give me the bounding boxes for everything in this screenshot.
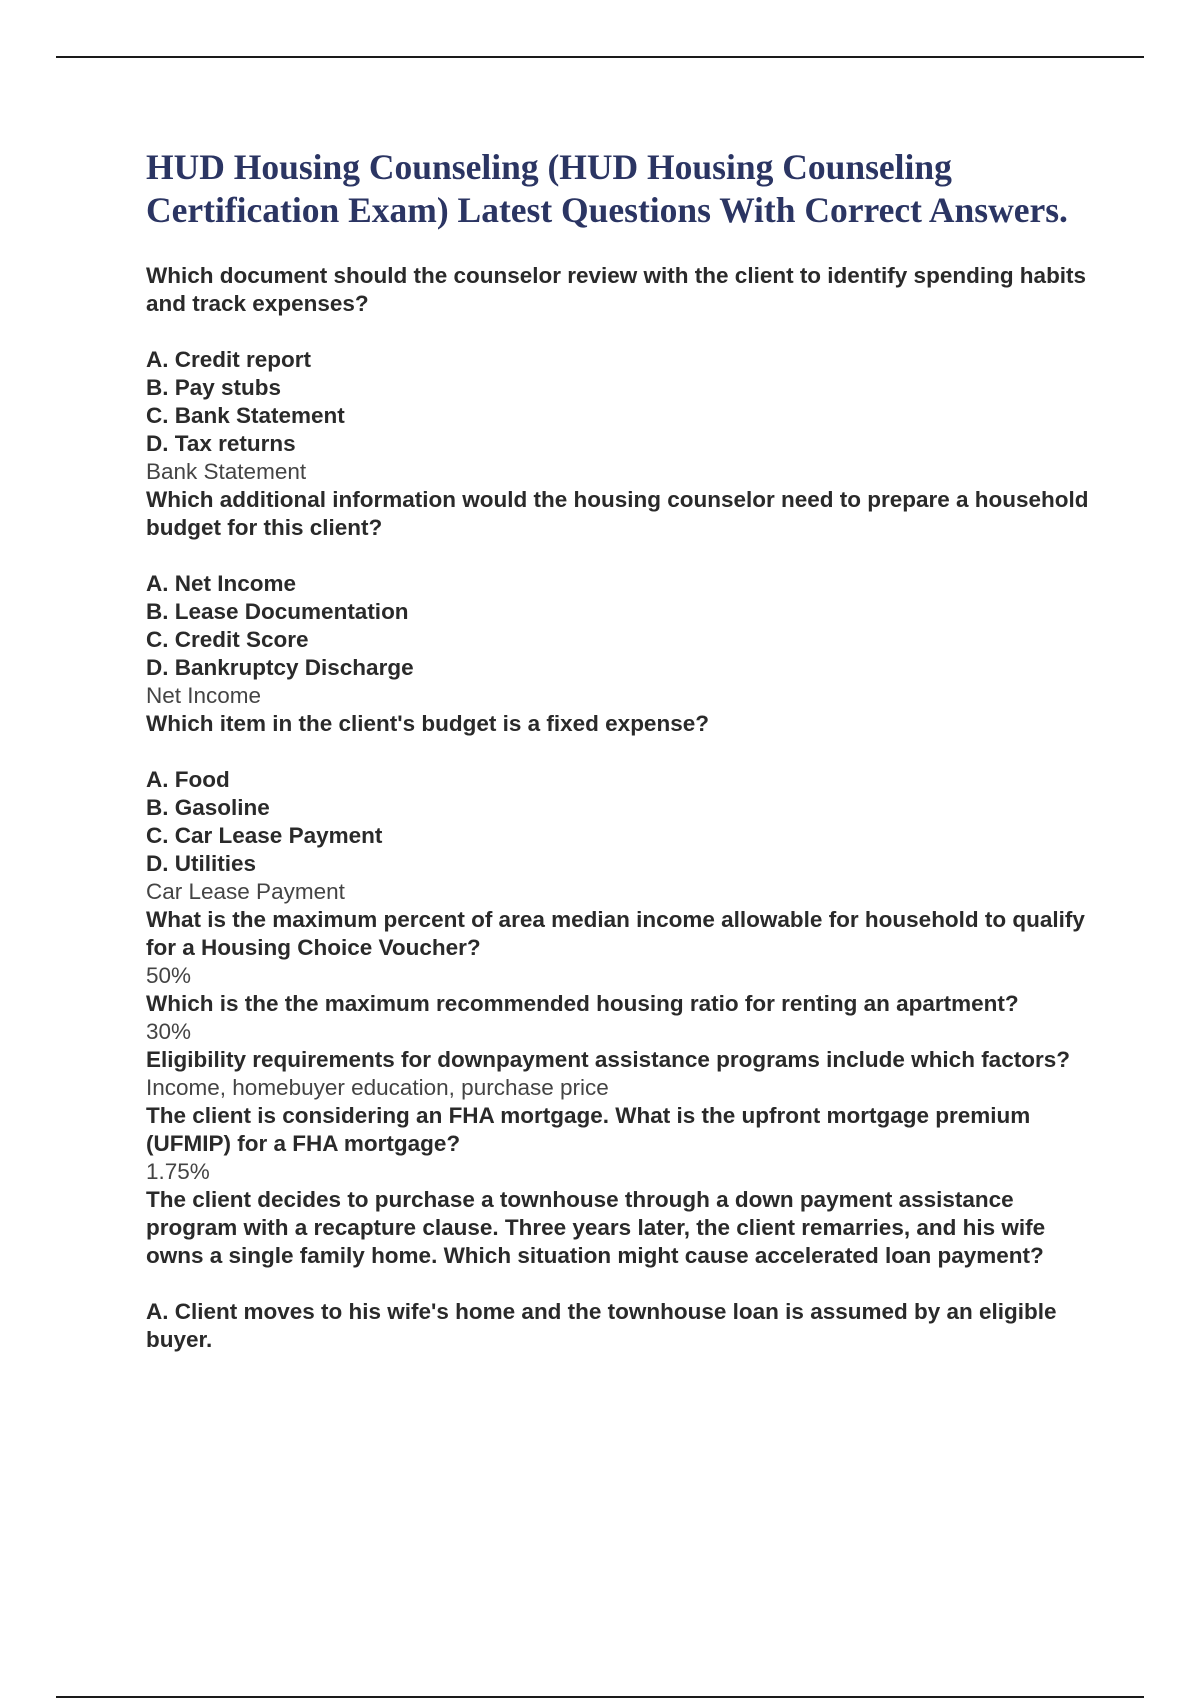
answer-options xyxy=(146,766,1096,878)
answer-options xyxy=(146,1298,1096,1354)
qa-item xyxy=(146,1046,1096,1102)
question-text: The client decides to purchase a townhouse through a down payment assistance program with a recapture clause. Three years later, the client remarries, and his wife owns a single family home. Which situation might cause accelerated loan payment? xyxy=(146,1187,1046,1268)
question-text: What is the maximum percent of area median income allowable for household to qualify for a Housing Choice Voucher? xyxy=(146,907,1085,960)
question-text: Which additional information would the housing counselor need to prepare a household budget for this client? xyxy=(146,487,1089,540)
correct-answer: Income, homebuyer education, purchase price xyxy=(146,1075,609,1100)
option-d: D. Tax returns xyxy=(146,431,296,456)
qa-list xyxy=(146,262,1096,1354)
option-c: C. Bank Statement xyxy=(146,403,345,428)
option-a: A. Credit report xyxy=(146,347,312,372)
qa-item xyxy=(146,262,1096,486)
question-text: Eligibility requirements for downpayment assistance programs include which factors? xyxy=(146,1047,1070,1072)
document-title: HUD Housing Counseling (HUD Housing Counseling Certification Exam) Latest Questions With Correct Answers. xyxy=(146,147,1068,230)
answer-options xyxy=(146,346,1096,458)
option-b: B. Gasoline xyxy=(146,795,270,820)
option-c: C. Credit Score xyxy=(146,627,309,652)
correct-answer: 30% xyxy=(146,1019,192,1044)
question-text: The client is considering an FHA mortgage. What is the upfront mortgage premium (UFMIP) for a FHA mortgage? xyxy=(146,1103,1031,1156)
question-text: Which document should the counselor review with the client to identify spending habits and track expenses? xyxy=(146,263,1087,316)
correct-answer: Bank Statement xyxy=(146,459,307,484)
correct-answer: Net Income xyxy=(146,683,262,708)
option-c: C. Car Lease Payment xyxy=(146,823,383,848)
header-rule xyxy=(56,56,1144,58)
question-text: Which item in the client's budget is a fixed expense? xyxy=(146,711,709,736)
correct-answer: 1.75% xyxy=(146,1159,210,1184)
option-b: B. Lease Documentation xyxy=(146,599,409,624)
correct-answer: 50% xyxy=(146,963,192,988)
qa-item xyxy=(146,1102,1096,1186)
option-a: A. Net Income xyxy=(146,571,297,596)
option-b: B. Pay stubs xyxy=(146,375,282,400)
option-a: A. Client moves to his wife's home and the townhouse loan is assumed by an eligible buyer. xyxy=(146,1299,1057,1352)
question-text: Which is the the maximum recommended housing ratio for renting an apartment? xyxy=(146,991,1019,1016)
option-d: D. Bankruptcy Discharge xyxy=(146,655,414,680)
answer-options xyxy=(146,570,1096,682)
qa-item xyxy=(146,906,1096,990)
option-a: A. Food xyxy=(146,767,230,792)
option-d: D. Utilities xyxy=(146,851,257,876)
qa-item xyxy=(146,1186,1096,1354)
qa-item xyxy=(146,710,1096,906)
footer-rule xyxy=(56,1696,1144,1698)
correct-answer: Car Lease Payment xyxy=(146,879,345,904)
document-body xyxy=(146,146,1096,1354)
qa-item xyxy=(146,990,1096,1046)
qa-item xyxy=(146,486,1096,710)
